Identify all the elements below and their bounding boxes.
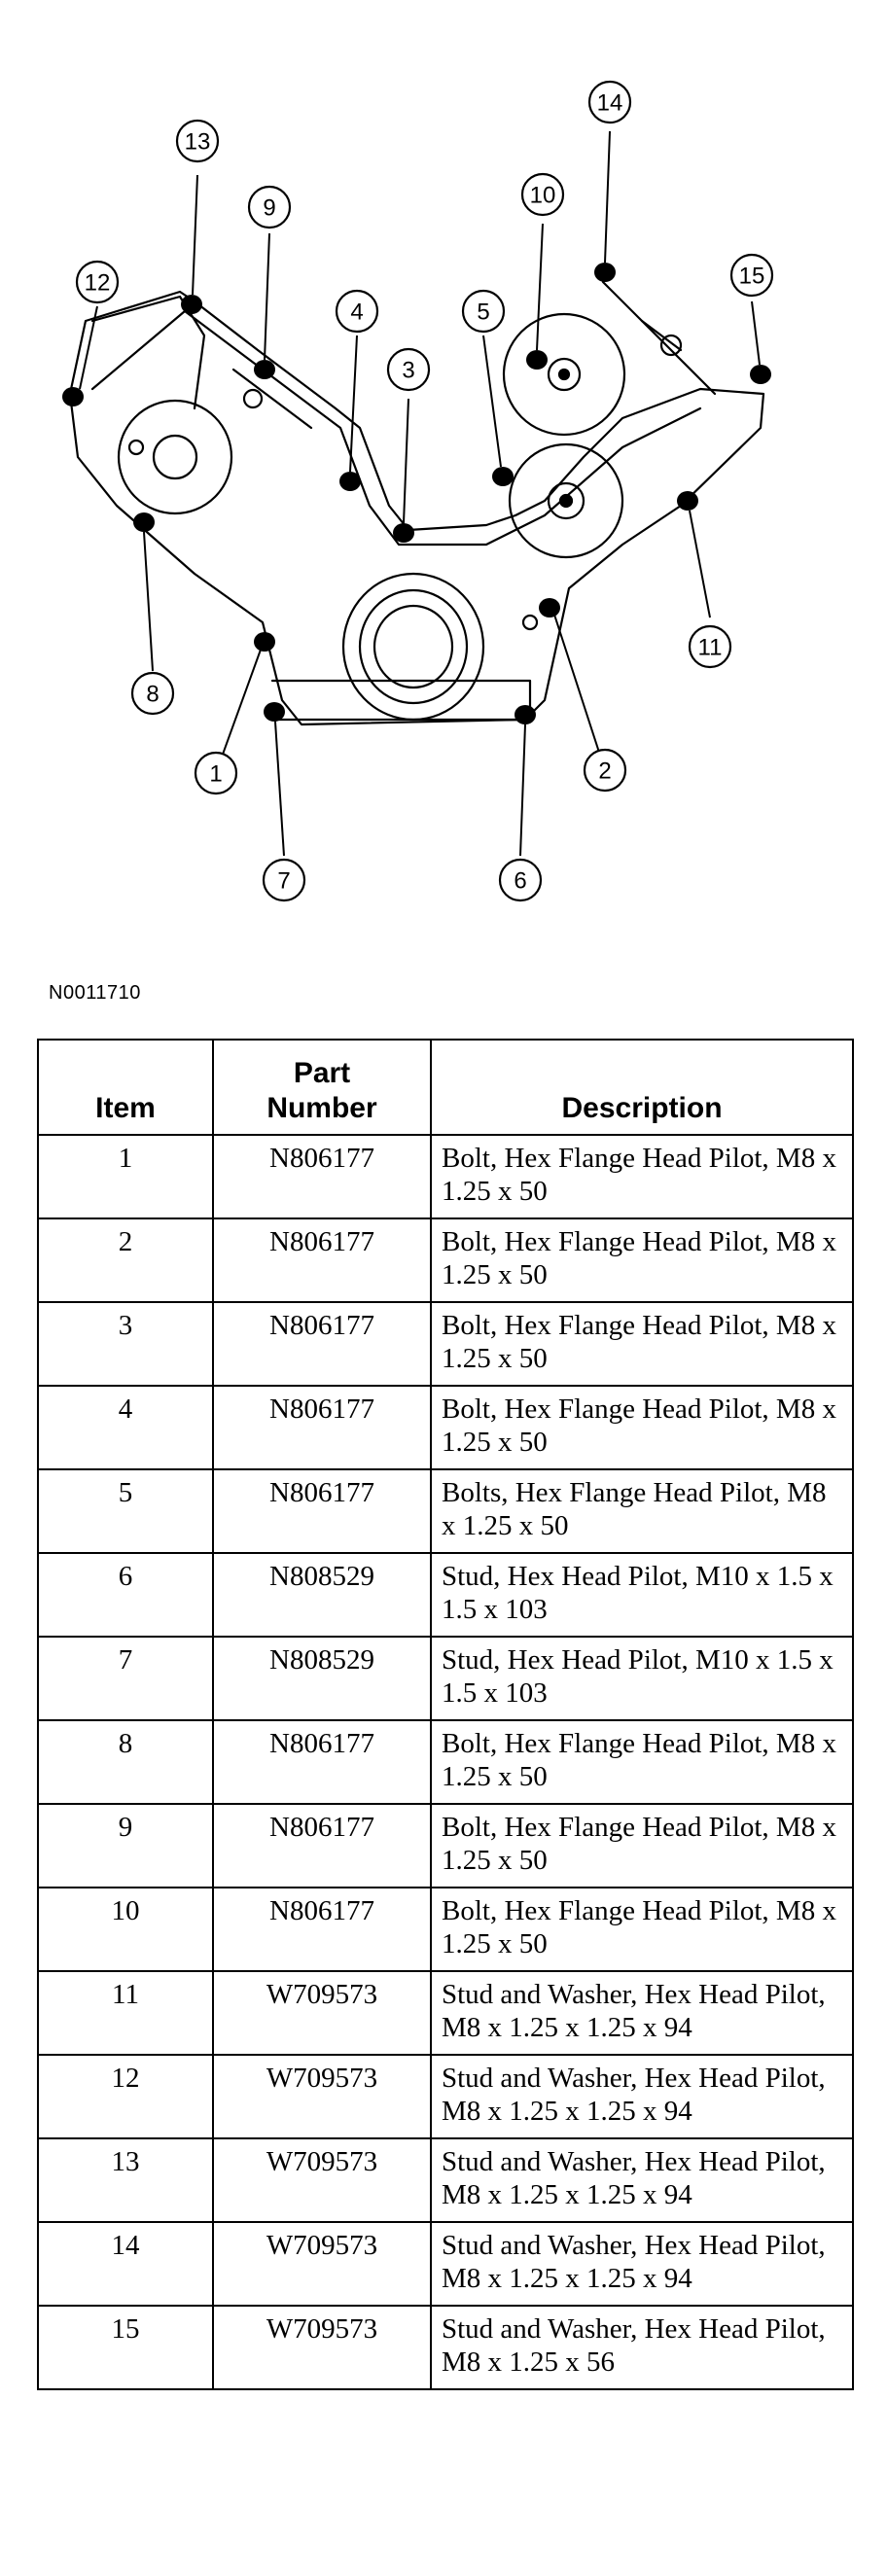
callout-1-label: 1 bbox=[209, 760, 223, 788]
figure-id: N0011710 bbox=[49, 982, 141, 1004]
stud-15-head bbox=[750, 365, 771, 384]
header-item: Item bbox=[38, 1040, 213, 1135]
cell-item: 3 bbox=[38, 1302, 213, 1386]
stud-11-head bbox=[677, 491, 698, 511]
header-description: Description bbox=[431, 1040, 853, 1135]
callout-10-label: 10 bbox=[529, 182, 556, 209]
cell-item: 1 bbox=[38, 1135, 213, 1218]
cell-item: 7 bbox=[38, 1637, 213, 1720]
table-row bbox=[38, 2055, 853, 2138]
table-row bbox=[38, 1888, 853, 1971]
callout-3-label: 3 bbox=[402, 357, 415, 384]
bolt-9-head bbox=[254, 360, 275, 379]
callout-7-label: 7 bbox=[277, 867, 291, 895]
cell-item: 9 bbox=[38, 1804, 213, 1888]
cell-part-number: N806177 bbox=[213, 1135, 431, 1218]
cell-item: 15 bbox=[38, 2306, 213, 2389]
bolt-10-head bbox=[526, 350, 548, 370]
cell-description: Stud and Washer, Hex Head Pilot, M8 x 1.25 x 1.25 x 94 bbox=[431, 1971, 853, 2055]
cell-part-number: W709573 bbox=[213, 1971, 431, 2055]
bolt-8-head bbox=[133, 512, 155, 532]
callout-8-label: 8 bbox=[146, 681, 160, 708]
callout-5-label: 5 bbox=[477, 299, 490, 326]
cell-part-number: N806177 bbox=[213, 1720, 431, 1804]
table-row bbox=[38, 1218, 853, 1302]
stud-13-head bbox=[181, 295, 202, 314]
cell-description: Bolt, Hex Flange Head Pilot, M8 x 1.25 x 50 bbox=[431, 1888, 853, 1971]
table-row bbox=[38, 2138, 853, 2222]
cell-part-number: N806177 bbox=[213, 1302, 431, 1386]
table-row bbox=[38, 2306, 853, 2389]
cell-part-number: W709573 bbox=[213, 2138, 431, 2222]
cell-description: Bolt, Hex Flange Head Pilot, M8 x 1.25 x 50 bbox=[431, 1386, 853, 1469]
cell-part-number: N806177 bbox=[213, 1218, 431, 1302]
bolt-1-head bbox=[254, 632, 275, 652]
stud-6-head bbox=[514, 705, 536, 724]
callout-15-label: 15 bbox=[738, 263, 765, 290]
cell-description: Stud and Washer, Hex Head Pilot, M8 x 1.25 x 1.25 x 94 bbox=[431, 2055, 853, 2138]
cell-part-number: N806177 bbox=[213, 1888, 431, 1971]
engine-front-cover-diagram bbox=[0, 0, 887, 934]
bolt-5-head bbox=[492, 467, 514, 486]
table-row bbox=[38, 1637, 853, 1720]
cell-description: Bolt, Hex Flange Head Pilot, M8 x 1.25 x 50 bbox=[431, 1804, 853, 1888]
cell-description: Bolt, Hex Flange Head Pilot, M8 x 1.25 x 50 bbox=[431, 1135, 853, 1218]
cell-part-number: N806177 bbox=[213, 1804, 431, 1888]
cell-item: 10 bbox=[38, 1888, 213, 1971]
callout-13-label: 13 bbox=[184, 128, 211, 156]
cell-description: Bolt, Hex Flange Head Pilot, M8 x 1.25 x 50 bbox=[431, 1302, 853, 1386]
table-row bbox=[38, 2222, 853, 2306]
bolt-3-head bbox=[393, 523, 414, 543]
cell-part-number: N806177 bbox=[213, 1386, 431, 1469]
callout-circles bbox=[77, 82, 772, 900]
cell-description: Stud and Washer, Hex Head Pilot, M8 x 1.25 x 1.25 x 94 bbox=[431, 2138, 853, 2222]
cell-description: Bolts, Hex Flange Head Pilot, M8 x 1.25 x 50 bbox=[431, 1469, 853, 1553]
table-row bbox=[38, 1804, 853, 1888]
cell-part-number: W709573 bbox=[213, 2306, 431, 2389]
callout-6-label: 6 bbox=[514, 867, 527, 895]
cell-item: 4 bbox=[38, 1386, 213, 1469]
callout-4-label: 4 bbox=[350, 299, 364, 326]
stud-7-head bbox=[264, 702, 285, 722]
cell-item: 11 bbox=[38, 1971, 213, 2055]
front-cover-outline bbox=[70, 282, 763, 724]
callout-9-label: 9 bbox=[263, 194, 276, 222]
cell-description: Stud, Hex Head Pilot, M10 x 1.5 x 1.5 x 103 bbox=[431, 1637, 853, 1720]
cell-description: Bolt, Hex Flange Head Pilot, M8 x 1.25 x 50 bbox=[431, 1218, 853, 1302]
cell-description: Stud and Washer, Hex Head Pilot, M8 x 1.25 x 1.25 x 94 bbox=[431, 2222, 853, 2306]
table-row bbox=[38, 1469, 853, 1553]
callout-11-label: 11 bbox=[697, 634, 723, 661]
table-row bbox=[38, 1302, 853, 1386]
callout-12-label: 12 bbox=[84, 269, 111, 297]
header-part-number bbox=[213, 1040, 431, 1135]
cell-part-number: N808529 bbox=[213, 1637, 431, 1720]
cell-description: Bolt, Hex Flange Head Pilot, M8 x 1.25 x 50 bbox=[431, 1720, 853, 1804]
callout-labels bbox=[85, 90, 765, 895]
header-part-line1: Part bbox=[293, 1057, 351, 1089]
cell-part-number: W709573 bbox=[213, 2055, 431, 2138]
cell-item: 14 bbox=[38, 2222, 213, 2306]
stud-12-head bbox=[62, 387, 84, 406]
callout-14-label: 14 bbox=[596, 89, 623, 117]
header-part-line2: Number bbox=[266, 1092, 377, 1124]
table-row bbox=[38, 1386, 853, 1469]
cell-part-number: W709573 bbox=[213, 2222, 431, 2306]
cell-item: 5 bbox=[38, 1469, 213, 1553]
table-header-row bbox=[38, 1040, 853, 1135]
bolt-2-head bbox=[539, 598, 560, 618]
cell-item: 12 bbox=[38, 2055, 213, 2138]
bolt-heads bbox=[62, 263, 771, 724]
cell-description: Stud and Washer, Hex Head Pilot, M8 x 1.25 x 56 bbox=[431, 2306, 853, 2389]
cell-item: 6 bbox=[38, 1553, 213, 1637]
table-row bbox=[38, 1135, 853, 1218]
cell-description: Stud, Hex Head Pilot, M10 x 1.5 x 1.5 x 103 bbox=[431, 1553, 853, 1637]
cell-item: 13 bbox=[38, 2138, 213, 2222]
cell-part-number: N806177 bbox=[213, 1469, 431, 1553]
cell-item: 2 bbox=[38, 1218, 213, 1302]
table-row bbox=[38, 1553, 853, 1637]
table-row bbox=[38, 1971, 853, 2055]
cell-item: 8 bbox=[38, 1720, 213, 1804]
bolt-4-head bbox=[339, 472, 361, 491]
table-row bbox=[38, 1720, 853, 1804]
callout-2-label: 2 bbox=[598, 758, 612, 785]
leader-lines bbox=[80, 128, 760, 856]
cell-part-number: N808529 bbox=[213, 1553, 431, 1637]
stud-14-head bbox=[594, 263, 616, 282]
parts-table bbox=[37, 1039, 854, 2390]
